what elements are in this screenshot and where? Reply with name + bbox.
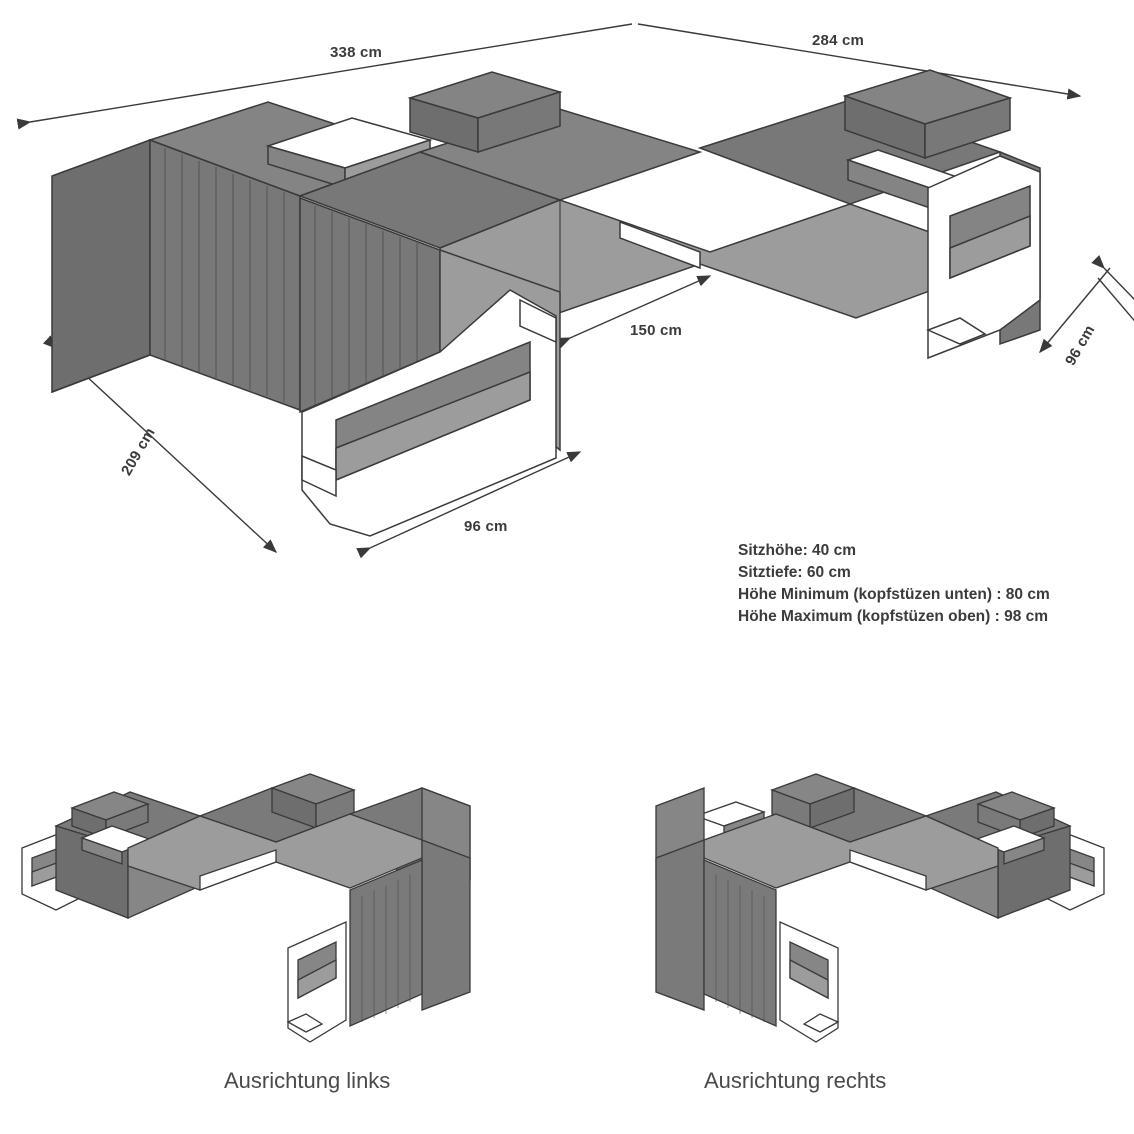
dimension-label-150: 150 cm	[630, 322, 683, 339]
spec-sitztiefe: Sitztiefe: 60 cm	[738, 564, 851, 581]
spec-hoehe-minimum: Höhe Minimum (kopfstüzen unten) : 80 cm	[738, 586, 1050, 603]
variant-right-illustration	[596, 730, 1116, 1060]
dimension-label-338: 338 cm	[330, 44, 383, 61]
spec-sitzhoehe: Sitzhöhe: 40 cm	[738, 542, 856, 559]
variant-right-caption: Ausrichtung rechts	[704, 1068, 887, 1093]
sofa-body	[52, 56, 1040, 536]
dimension-label-96-front: 96 cm	[464, 518, 508, 535]
specification-list	[738, 540, 1050, 628]
dimension-label-96-right: 96 cm	[1062, 322, 1099, 369]
variant-left-illustration	[10, 730, 530, 1060]
spec-hoehe-maximum: Höhe Maximum (kopfstüzen oben) : 98 cm	[738, 608, 1049, 625]
variant-left-caption: Ausrichtung links	[224, 1068, 391, 1093]
dimension-label-284: 284 cm	[812, 32, 865, 49]
dimension-label-209: 209 cm	[118, 424, 159, 479]
